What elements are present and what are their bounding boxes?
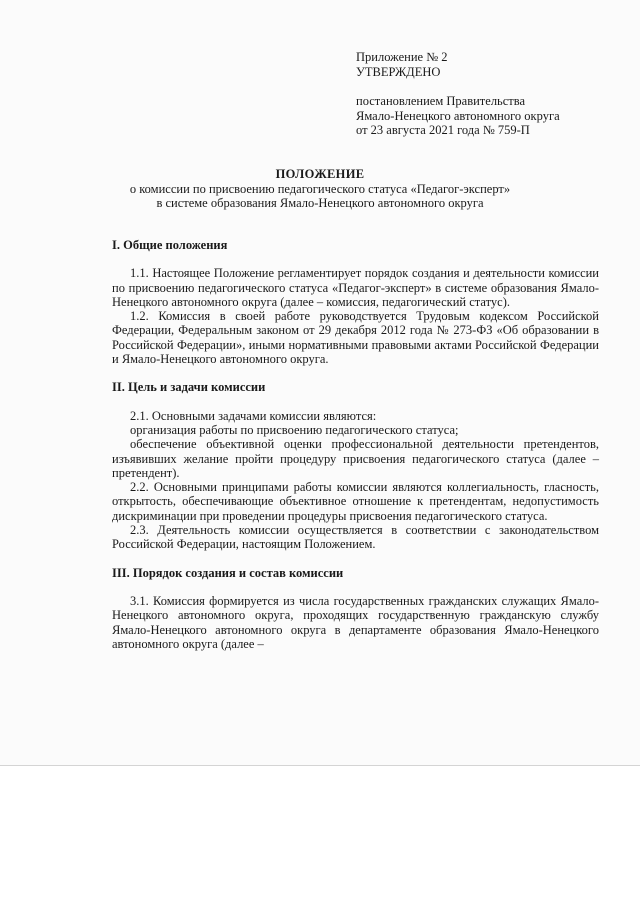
- paragraph-1-1: 1.1. Настоящее Положение регламентирует порядок создания и деятельности комиссии по присвоению педагогического статуса «Педагог-эксперт» в системе образования Ямало-Ненецкого автономного округа (далее – комиссия, педагогический статус).: [112, 266, 599, 309]
- title-subline-1: о комиссии по присвоению педагогического статуса «Педагог-эксперт»: [129, 181, 511, 196]
- document-title: [0, 167, 640, 211]
- document-body: [112, 238, 599, 651]
- section-heading-2: [112, 380, 599, 394]
- title-heading: ПОЛОЖЕНИЕ: [275, 167, 365, 181]
- resolution-line: постановлением Правительства: [356, 94, 526, 108]
- appendix-number: Приложение № 2: [356, 50, 448, 64]
- section-2-heading: II. Цель и задачи комиссии: [112, 380, 266, 395]
- paragraph-2-2: 2.2. Основными принципами работы комиссии являются коллегиальность, гласность, открытость, обеспечивающие объективное отношение к претендентам, недопустимость дискриминации при проведении процедуры присвоения педагогического статуса.: [112, 480, 599, 523]
- approved-stamp-label: УТВЕРЖДЕНО: [356, 64, 441, 79]
- section-heading-1: [112, 238, 599, 252]
- paragraph-2-1-a: организация работы по присвоению педагогического статуса;: [130, 422, 459, 437]
- paragraph-3-1: 3.1. Комиссия формируется из числа государственных гражданских служащих Ямало-Ненецкого автономного округа, проходящих государственную гражданскую службу Ямало-Ненецкого автономного округа в департаменте образования Ямало-Ненецкого автономного округа (далее –: [112, 593, 599, 651]
- section-1-heading: I. Общие положения: [112, 238, 228, 252]
- title-subline-2: в системе образования Ямало-Ненецкого автономного округа: [156, 196, 484, 210]
- section-3-heading: III. Порядок создания и состав комиссии: [112, 565, 344, 580]
- paragraph-2-1: 2.1. Основными задачами комиссии являются:: [130, 408, 377, 423]
- resolution-date-number: от 23 августа 2021 года № 759-П: [356, 123, 530, 137]
- paragraph-2-1-b: обеспечение объективной оценки профессиональной деятельности претендентов, изъявивших желание пройти процедуру присвоения педагогического статуса (далее – претендент).: [112, 437, 599, 480]
- approval-block: [356, 50, 560, 138]
- issuer-line: Ямало-Ненецкого автономного округа: [356, 108, 560, 123]
- section-heading-3: [112, 566, 599, 580]
- paragraph-1-2: 1.2. Комиссия в своей работе руководствуется Трудовым кодексом Российской Федерации, Федеральным законом от 29 декабря 2012 года № 273-ФЗ «Об образовании в Российской Федерации», иными нормативными правовыми актами Российской Федерации и Ямало-Ненецкого автономного округа.: [112, 309, 599, 367]
- paragraph-2-3: 2.3. Деятельность комиссии осуществляется в соответствии с законодательством Российской Федерации, настоящим Положением.: [112, 523, 599, 552]
